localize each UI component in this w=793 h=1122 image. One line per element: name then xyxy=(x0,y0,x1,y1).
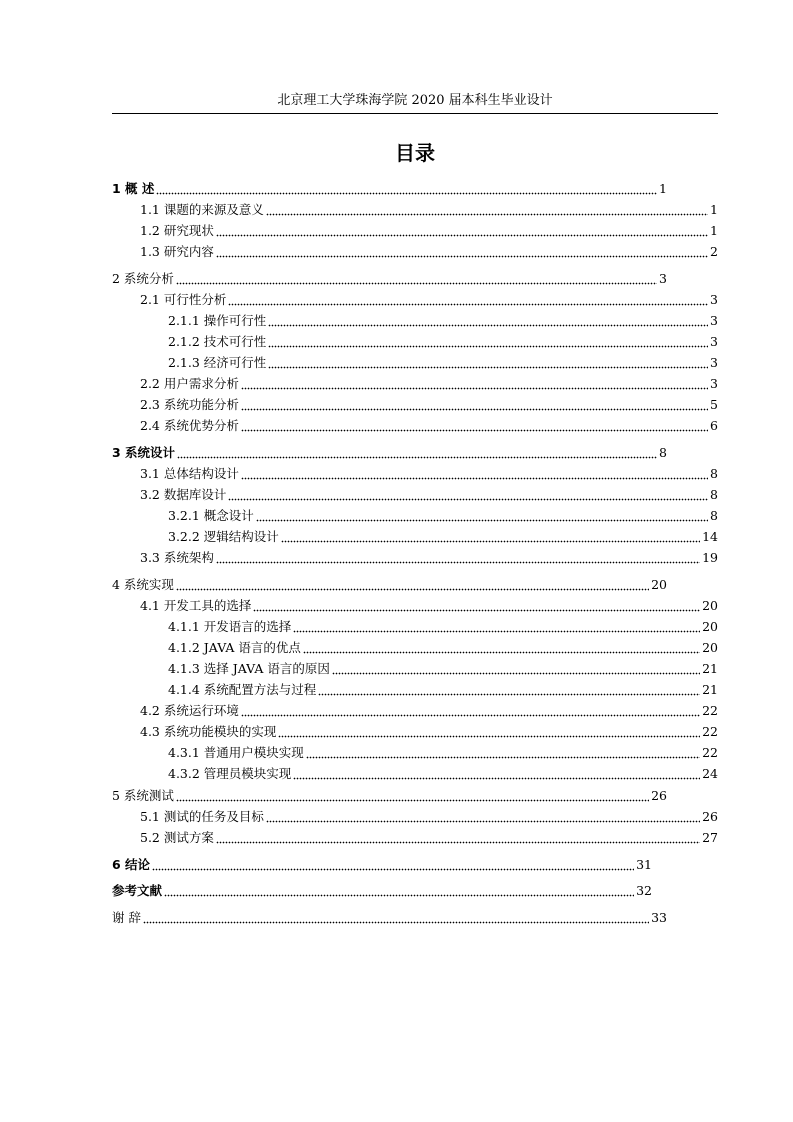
toc-leader-dots xyxy=(241,477,708,480)
toc-entry-label: 1.2 研究现状 xyxy=(140,223,214,238)
toc-entry-page: 19 xyxy=(702,550,718,565)
toc-entry[interactable] xyxy=(140,243,718,261)
toc-entry-label: 1 概 述 xyxy=(112,181,155,196)
toc-entry-page: 2 xyxy=(710,244,718,259)
toc-entry-page: 1 xyxy=(710,202,718,217)
toc-entry-label: 参考文献 xyxy=(112,883,163,898)
toc-entry-page: 22 xyxy=(702,745,718,760)
toc-entry-label: 2.2 用户需求分析 xyxy=(140,376,239,391)
toc-entry-page: 22 xyxy=(702,703,718,718)
toc-leader-dots xyxy=(156,192,657,195)
toc-entry-page: 3 xyxy=(710,313,718,328)
toc-entry-page: 3 xyxy=(659,271,667,286)
toc-entry-label: 5.2 测试方案 xyxy=(140,830,214,845)
toc-entry-label: 5.1 测试的任务及目标 xyxy=(140,809,264,824)
toc-entry-page: 1 xyxy=(659,181,667,196)
toc-entry[interactable] xyxy=(168,618,718,636)
toc-entry[interactable] xyxy=(140,396,718,414)
toc-title: 目录 xyxy=(395,141,435,165)
toc-entry-label: 4 系统实现 xyxy=(112,577,174,592)
toc-leader-dots xyxy=(176,799,649,802)
toc-leader-dots xyxy=(278,735,700,738)
toc-entry-page: 3 xyxy=(710,376,718,391)
toc-entry-label: 4.1.1 开发语言的选择 xyxy=(168,619,292,634)
toc-entry-label: 2.1 可行性分析 xyxy=(140,292,227,307)
toc-entry-label: 4.3.1 普通用户模块实现 xyxy=(168,745,304,760)
toc-entry-page: 21 xyxy=(702,661,718,676)
toc-entry-label: 3.2 数据库设计 xyxy=(140,487,227,502)
toc-entry[interactable] xyxy=(168,639,718,657)
toc-entry-label: 4.1.3 选择 JAVA 语言的原因 xyxy=(168,661,330,676)
toc-leader-dots xyxy=(293,630,700,633)
toc-leader-dots xyxy=(332,672,700,675)
toc-entry-label: 1.3 研究内容 xyxy=(140,244,214,259)
toc-entry[interactable] xyxy=(112,180,667,198)
toc-entry-page: 21 xyxy=(702,682,718,697)
toc-leader-dots xyxy=(241,408,708,411)
toc-entry[interactable] xyxy=(140,829,718,847)
toc-entry-page: 1 xyxy=(710,223,718,238)
toc-entry[interactable] xyxy=(112,576,667,594)
toc-entry-page: 26 xyxy=(702,809,718,824)
toc-entry[interactable] xyxy=(168,660,718,678)
toc-entry-label: 2 系统分析 xyxy=(112,271,174,286)
toc-entry[interactable] xyxy=(168,312,718,330)
toc-entry-label: 2.4 系统优势分析 xyxy=(140,418,239,433)
toc-entry[interactable] xyxy=(112,270,667,288)
toc-entry[interactable] xyxy=(112,909,667,927)
toc-entry-label: 4.1 开发工具的选择 xyxy=(140,598,252,613)
toc-entry[interactable] xyxy=(168,681,718,699)
toc-entry-page: 22 xyxy=(702,724,718,739)
toc-entry[interactable] xyxy=(140,465,718,483)
toc-entry[interactable] xyxy=(168,507,718,525)
toc-entry-page: 20 xyxy=(702,598,718,613)
toc-entry[interactable] xyxy=(140,808,718,826)
toc-leader-dots xyxy=(152,868,634,871)
toc-entry[interactable] xyxy=(140,723,718,741)
toc-leader-dots xyxy=(256,519,708,522)
toc-entry-label: 6 结论 xyxy=(112,857,151,872)
toc-leader-dots xyxy=(176,588,649,591)
toc-entry-label: 4.2 系统运行环境 xyxy=(140,703,239,718)
toc-entry-page: 31 xyxy=(636,857,652,872)
toc-entry-label: 3.3 系统架构 xyxy=(140,550,214,565)
toc-leader-dots xyxy=(241,714,700,717)
toc-entry[interactable] xyxy=(140,222,718,240)
toc-entry-page: 6 xyxy=(710,418,718,433)
toc-entry[interactable] xyxy=(140,549,718,567)
toc-leader-dots xyxy=(228,303,708,306)
toc-entry-page: 20 xyxy=(651,577,667,592)
toc-entry-page: 3 xyxy=(710,334,718,349)
toc-entry-label: 1.1 课题的来源及意义 xyxy=(140,202,264,217)
toc-leader-dots xyxy=(216,255,708,258)
toc-leader-dots xyxy=(266,213,708,216)
toc-entry-page: 20 xyxy=(702,619,718,634)
toc-entry-page: 8 xyxy=(710,466,718,481)
toc-leader-dots xyxy=(293,777,700,780)
toc-entry-label: 2.3 系统功能分析 xyxy=(140,397,239,412)
toc-entry-label: 3.2.1 概念设计 xyxy=(168,508,254,523)
toc-entry[interactable] xyxy=(168,744,718,762)
toc-leader-dots xyxy=(228,498,708,501)
toc-entry[interactable] xyxy=(140,375,718,393)
toc-entry-label: 2.1.1 操作可行性 xyxy=(168,313,267,328)
toc-entry-label: 3 系统设计 xyxy=(112,445,176,460)
toc-entry-label: 谢 辞 xyxy=(112,910,141,925)
toc-leader-dots xyxy=(216,561,700,564)
toc-entry[interactable] xyxy=(112,882,652,900)
toc-entry-label: 2.1.2 技术可行性 xyxy=(168,334,267,349)
toc-leader-dots xyxy=(268,366,708,369)
toc-leader-dots xyxy=(241,387,708,390)
toc-entry-page: 33 xyxy=(651,910,667,925)
toc-leader-dots xyxy=(281,540,700,543)
toc-entry-label: 4.1.2 JAVA 语言的优点 xyxy=(168,640,301,655)
toc-leader-dots xyxy=(216,841,700,844)
toc-leader-dots xyxy=(176,282,657,285)
toc-leader-dots xyxy=(266,820,700,823)
toc-entry-page: 3 xyxy=(710,355,718,370)
toc-entry-label: 3.2.2 逻辑结构设计 xyxy=(168,529,279,544)
toc-entry[interactable] xyxy=(140,417,718,435)
toc-leader-dots xyxy=(268,345,708,348)
toc-entry-page: 20 xyxy=(702,640,718,655)
toc-entry[interactable] xyxy=(140,291,718,309)
toc-leader-dots xyxy=(253,609,700,612)
toc-entry-page: 32 xyxy=(636,883,652,898)
toc-leader-dots xyxy=(216,234,708,237)
toc-entry[interactable] xyxy=(112,856,652,874)
toc-entry[interactable] xyxy=(140,201,718,219)
toc-entry-label: 4.3 系统功能模块的实现 xyxy=(140,724,277,739)
header-rule xyxy=(112,113,718,114)
toc-entry[interactable] xyxy=(168,333,718,351)
toc-entry[interactable] xyxy=(168,528,718,546)
header-text: 北京理工大学珠海学院 2020 届本科生毕业设计 xyxy=(277,93,553,108)
toc-entry-page: 3 xyxy=(710,292,718,307)
toc-leader-dots xyxy=(268,324,708,327)
toc-entry-label: 3.1 总体结构设计 xyxy=(140,466,239,481)
toc-entry-label: 4.1.4 系统配置方法与过程 xyxy=(168,682,317,697)
toc-entry-label: 5 系统测试 xyxy=(112,788,174,803)
toc-entry-page: 5 xyxy=(710,397,718,412)
toc-entry-page: 8 xyxy=(659,445,667,460)
toc-entry[interactable] xyxy=(140,702,718,720)
toc-entry[interactable] xyxy=(112,444,667,462)
toc-entry[interactable] xyxy=(140,597,718,615)
toc-entry-label: 4.3.2 管理员模块实现 xyxy=(168,766,292,781)
toc-entry-page: 26 xyxy=(651,788,667,803)
toc-leader-dots xyxy=(164,894,634,897)
toc-entry-page: 24 xyxy=(702,766,718,781)
toc-entry-page: 27 xyxy=(702,830,718,845)
toc-entry[interactable] xyxy=(168,765,718,783)
toc-leader-dots xyxy=(241,429,708,432)
toc-entry[interactable] xyxy=(140,486,718,504)
toc-leader-dots xyxy=(306,756,700,759)
toc-entry-page: 8 xyxy=(710,487,718,502)
toc-leader-dots xyxy=(143,921,649,924)
toc-entry[interactable] xyxy=(112,787,667,805)
toc-entry-label: 2.1.3 经济可行性 xyxy=(168,355,267,370)
toc-leader-dots xyxy=(303,651,700,654)
toc-leader-dots xyxy=(318,693,700,696)
toc-leader-dots xyxy=(177,456,657,459)
toc-entry-page: 14 xyxy=(702,529,718,544)
toc-entry-page: 8 xyxy=(710,508,718,523)
toc-entry[interactable] xyxy=(168,354,718,372)
